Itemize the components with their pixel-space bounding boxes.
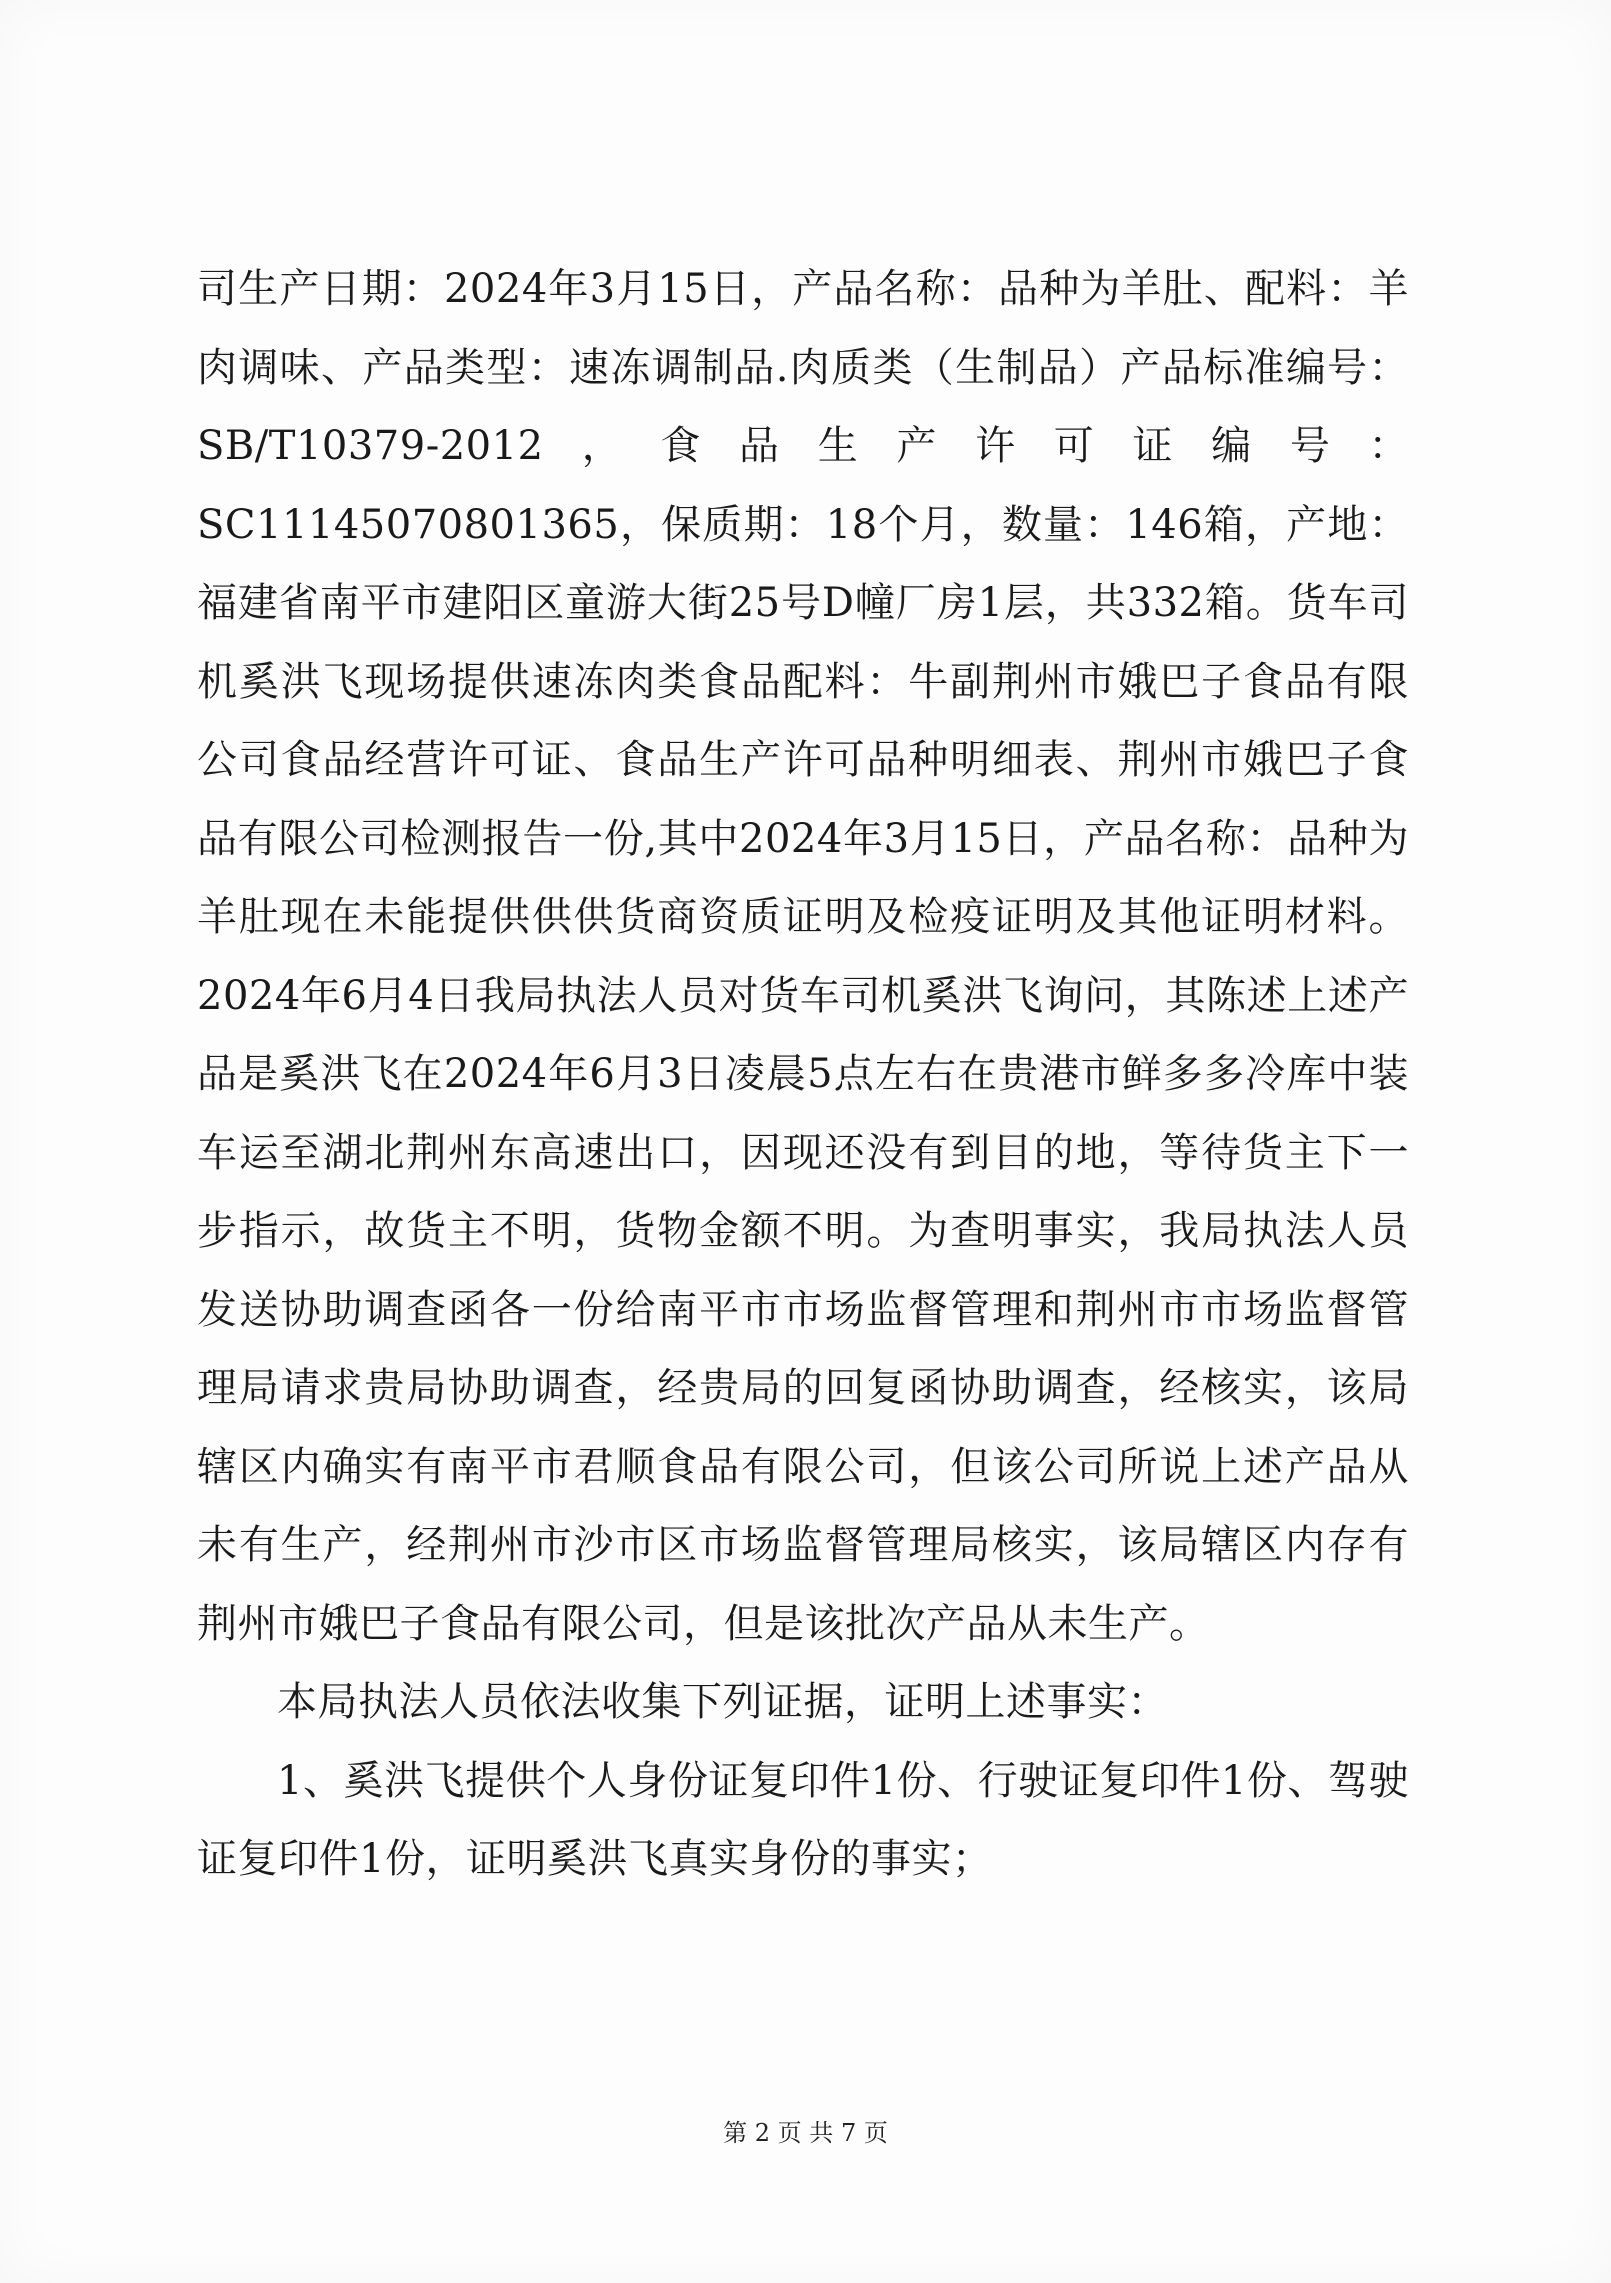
paragraph-evidence-item-1: 1、奚洪飞提供个人身份证复印件1份、行驶证复印件1份、驾驶证复印件1份，证明奚洪飞真实身份的事实； [197,1757,1409,1882]
page-number-footer: 第 2 页 共 7 页 [723,2119,888,2147]
paragraph-continuation: 司生产日期：2024年3月15日，产品名称：品种为羊肚、配料：羊肉调味、产品类型：速冻调制品.肉质类（生制品）产品标准编号：SB/T10379-2012，食品生产许可证编号：SC11145070801365，保质期：18个月，数量：146箱，产地：福建省南平市建阳区童游大街25号D幢厂房1层，共332箱。货车司机奚洪飞现场提供速冻肉类食品配料：牛副荆州市娥巴子食品有限公司食品经营许可证、食品生产许可品种明细表、荆州市娥巴子食品有限公司检测报告一份,其中2024年3月15日，产品名称：品种为羊肚现在未能提供供供货商资质证明及检疫证明及其他证明材料。2024年6月4日我局执法人员对货车司机奚洪飞询问，其陈述上述产品是奚洪飞在2024年6月3日凌晨5点左右在贵港市鲜多多冷库中装车运至湖北荆州东高速出口，因现还没有到目的地，等待货主下一步指示，故货主不明，货物金额不明。为查明事实，我局执法人员发送协助调查函各一份给南平市市场监督管理和荆州市市场监督管理局请求贵局协助调查，经贵局的回复函协助调查，经核实，该局辖区内确实有南平市君顺食品有限公司，但该公司所说上述产品从未有生产，经荆州市沙市区市场监督管理局核实，该局辖区内存有荆州市娥巴子食品有限公司，但是该批次产品从未生产。 [197,266,1409,1647]
document-body [197,250,1409,1899]
paragraph-evidence-intro: 本局执法人员依法收集下列证据，证明上述事实： [277,1679,1168,1725]
